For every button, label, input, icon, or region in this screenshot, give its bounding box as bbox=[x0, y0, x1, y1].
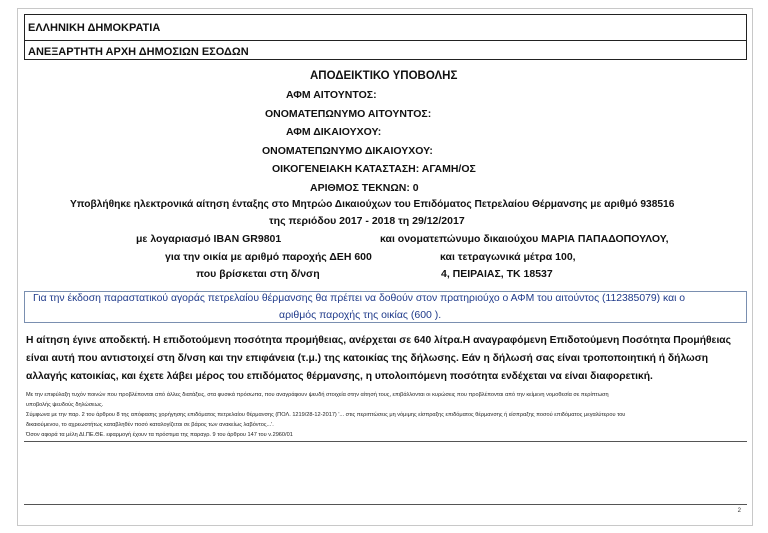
dei-supply-number: για την οικία με αριθμό παροχής ΔΕΗ 600 bbox=[165, 251, 372, 263]
divider-top bbox=[24, 441, 747, 442]
name-applicant-label: ΟΝΟΜΑΤΕΠΩΝΥΜΟ ΑΙΤΟΥΝΤΟΣ: bbox=[265, 108, 432, 120]
fine-print-5: Όσον αφορά τα μέλη ΔΙ.ΠΕ.ΘΕ. εφαρμογή έχουν τα πρόστιμα της παραγρ. 9 του άρθρου 147 του ν.2960/01 bbox=[26, 432, 293, 438]
header-divider bbox=[25, 40, 746, 41]
square-meters: και τετραγωνικά μέτρα 100, bbox=[440, 251, 576, 263]
page-number: 2 bbox=[737, 508, 741, 514]
acceptance-line-1: Η αίτηση έγινε αποδεκτή. Η επιδοτούμενη ποσότητα προμήθειας, ανέρχεται σε 640 λίτρα.Η αναγραφόμενη Επιδοτούμενη Ποσότητα Προμήθειας bbox=[26, 335, 731, 346]
notice-line-2: αριθμός παροχής της οικίας (600 ). bbox=[279, 309, 442, 321]
iban-line: με λογαριασμό IBAN GR9801 bbox=[136, 233, 282, 245]
afm-applicant-label: ΑΦΜ ΑΙΤΟΥΝΤΟΣ: bbox=[286, 89, 377, 101]
notice-box bbox=[24, 291, 747, 323]
submission-period: της περιόδου 2017 - 2018 τη 29/12/2017 bbox=[269, 215, 465, 227]
fine-print-1: Με την επιφύλαξη τυχόν ποινών που προβλέπονται από άλλες διατάξεις, στα φυσικά πρόσωπα, που αναγράφουν ψευδή στοιχεία στην αίτησή τους, επιβάλλονται οι κυρώσεις που προβλέπονται από την κείμενη νομοθεσία σε περίπτωση bbox=[26, 392, 609, 398]
acceptance-line-3: αλλαγής κατοικίας, και έχετε λάβει μέρος του επιδόματος θέρμανσης, η υπολοιπόμενη ποσότητα ενδέχεται να είναι διαφορετική. bbox=[26, 371, 653, 382]
submission-statement: Υποβλήθηκε ηλεκτρονικά αίτηση ένταξης στο Μητρώο Δικαιούχων του Επιδόματος Πετρελαίου Θέρμανσης με αριθμό 938516 bbox=[70, 199, 675, 210]
located-label: που βρίσκεται στη δ/νση bbox=[196, 268, 320, 280]
header-box bbox=[24, 14, 747, 60]
fine-print-2: υποβολής ψευδούς δηλώσεως. bbox=[26, 402, 104, 408]
address: 4, ΠΕΙΡΑΙΑΣ, ΤΚ 18537 bbox=[441, 268, 553, 280]
fine-print-4: δικαιούμενου, το αχρεωστήτως καταβληθέν ποσό καταλογίζεται σε βάρος των ανακείως λαβόντος...'. bbox=[26, 422, 274, 428]
family-status: ΟΙΚΟΓΕΝΕΙΑΚΗ ΚΑΤΑΣΤΑΣΗ: ΑΓΑΜΗ/ΟΣ bbox=[272, 163, 476, 175]
notice-line-1: Για την έκδοση παραστατικού αγοράς πετρελαίου θέρμανσης θα πρέπει να δοθούν στον πρατηριούχο ο ΑΦΜ του αιτούντος (112385079) και ο bbox=[33, 293, 686, 304]
beneficiary-holder: και ονοματεπώνυμο δικαιούχου ΜΑΡΙΑ ΠΑΠΑΔΟΠΟΥΛΟΥ, bbox=[380, 233, 669, 245]
children-count: ΑΡΙΘΜΟΣ ΤΕΚΝΩΝ: 0 bbox=[310, 182, 419, 194]
fine-print-3: Σύμφωνα με την παρ. 2 του άρθρου 8 της απόφασης χορήγησης επιδόματος πετρελαίου θέρμανσης (ΠΟΛ. 1219/28-12-2017) '... στις περιπτώσεις μη νόμιμης είσπραξης επιδόματος θέρμανσης ή είσπραξης ποσού επιδόματος μεγαλύτερου του bbox=[26, 412, 626, 418]
afm-beneficiary-label: ΑΦΜ ΔΙΚΑΙΟΥΧΟΥ: bbox=[286, 126, 382, 138]
header-republic: ΕΛΛΗΝΙΚΗ ΔΗΜΟΚΡΑΤΙΑ bbox=[28, 22, 161, 34]
name-beneficiary-label: ΟΝΟΜΑΤΕΠΩΝΥΜΟ ΔΙΚΑΙΟΥΧΟΥ: bbox=[262, 145, 433, 157]
receipt-title: ΑΠΟΔΕΙΚΤΙΚΟ ΥΠΟΒΟΛΗΣ bbox=[310, 70, 458, 82]
header-authority: ΑΝΕΞΑΡΤΗΤΗ ΑΡΧΗ ΔΗΜΟΣΙΩΝ ΕΣΟΔΩΝ bbox=[28, 46, 249, 58]
acceptance-line-2: είναι αυτή που αντιστοιχεί στη δ/νση και την επιφάνεια (τ.μ.) της κατοικίας της δήλωσης. Εάν η δήλωσή σας είναι τροποποιητική ή δήλωση bbox=[26, 353, 709, 364]
document-page bbox=[17, 8, 753, 526]
divider-bottom bbox=[24, 504, 747, 505]
